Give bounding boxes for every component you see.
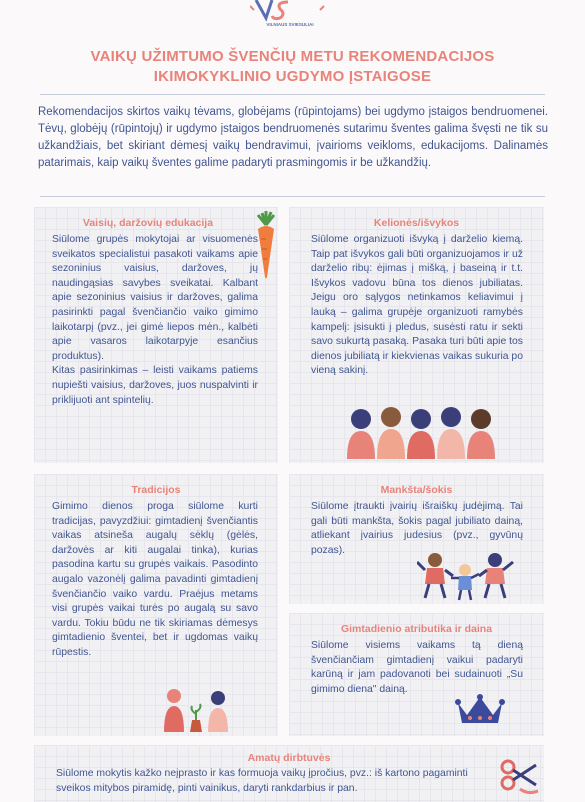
card-paragraph: Gimimo dienos proga siūlome kurti tradicijas, pavyzdžiui: gimtadienį švenčiantis vaikas atsineša augalų sėklų (gėlės, daržovės ar kiti augalai tinka), kurias pasodina kartu su grupės vaikais. Pasodinto augalo vazonėlį galima pavadinti gimtadienį švenčiančio vaiko vardu. Praėjus metams visi grupės vaikai turės po augalą su savo vardu. Tokiu būdu ne tik skiriamas dėmesys gimtadienio šventei, bet ir ugdomas vaikų rūpestis. [52, 501, 258, 658]
logo [250, 0, 330, 30]
divider-top [40, 94, 545, 95]
card-title: Amatų dirbtuvės [247, 752, 331, 764]
card-title: Tradicijos [131, 484, 181, 496]
crown-icon [455, 693, 505, 727]
card-title: Kelionės/išvykos [373, 217, 460, 229]
card-text [52, 500, 258, 661]
title-line-2: IKIMOKYKLINIO UGDYMO ĮSTAIGOSE [153, 68, 432, 85]
card-fruit-education [34, 207, 278, 463]
logo-text: VILNIAUS SVIESULIAI [266, 22, 314, 27]
card-paragraph: Siūlome įtraukti įvairių išraiškų judėjimą. Tai gali būti mankšta, šokis pagal jubiliato dainą, atliekant įvairius judesius (pvz., gyvūnų pozas). [311, 501, 523, 556]
card-traditions [34, 474, 278, 736]
card-exercise [289, 474, 544, 604]
card-paragraph: Siūlome mokytis kažko neįprasto ir kas formuoja vaikų įpročius, pvz.: iš kartono pagaminti sveikos mitybos piramidę, pinti vainikus, daryti rankdarbius ir pan. [56, 768, 468, 794]
carrot-icon [253, 211, 279, 281]
page-title [0, 47, 585, 87]
card-paragraph: Siūlome grupės mokytojai ar visuomenės sveikatos specialistui pasakoti vaikams apie sezoninius vaisius, daržoves, jų naudingąsias savybes sveikatai. Kalbant apie sezoninius vaisius ir daržoves, galima pasirinkti pagal švenčiančio vaiko gimimo laikotarpį (pvz., jei gimė liepos mėn., kalbėti apie vasaros laikotarpyje esančius produktus). [52, 234, 258, 362]
scissors-craft-icon [496, 755, 540, 799]
card-title: Vaisių, daržovių edukacija [82, 217, 214, 229]
card-crafts [34, 745, 544, 802]
card-text [56, 767, 496, 796]
card-text [311, 500, 523, 558]
divider-intro [40, 196, 545, 197]
children-group-icon [341, 403, 501, 459]
card-paragraph: Siūlome organizuoti išvyką į darželio kiemą. Taip pat išvykos gali būti organizuojamos ir už darželio ribų: ėjimas į mišką, į baseiną ir t.t. Išvykos vadovu būna tos dienos jubiliatas. Jeigu oro sąlygos netinkamos keliavimui į lauką – galima grupėje organizuoti ramybės kampelį: įsisukti į pledus, susėsti ratu ir sekti savo sukurtą pasaką. Pasaka turi būti apie tos dienos jubiliatą ir kiekvienas vaikas sukuria po vieną sakinį. [311, 234, 523, 377]
card-title: Mankšta/šokis [380, 484, 453, 496]
card-text [52, 233, 258, 408]
card-trips [289, 207, 544, 463]
card-birthday-attributes [289, 613, 544, 736]
card-text [311, 639, 523, 697]
card-text [311, 233, 523, 379]
planting-children-icon [156, 684, 236, 734]
card-paragraph: Siūlome visiems vaikams tą dieną švenčiančiam gimtadienį vaikui padaryti karūną ir jam padovanoti bei sudainuoti „Su gimimo diena" dainą. [311, 640, 523, 695]
dancing-children-icon [417, 552, 517, 602]
card-title: Gimtadienio atributika ir daina [340, 623, 493, 635]
card-paragraph: Kitas pasirinkimas – leisti vaikams patiems nupiešti vaisius, daržoves, juos nuspalvinti ir priklijuoti ant spintelių. [52, 365, 258, 406]
intro-paragraph: Rekomendacijos skirtos vaikų tėvams, globėjams (rūpintojams) bei ugdymo įstaigos bendruomenei. Tėvų, globėjų (rūpintojų) ir ugdymo įstaigos bendruomenės sutarimu šventes galima švęsti ne tik su užkandžiais, bet skiriant dėmesį vaikų bendravimui, įvairioms veikloms, edukacijoms. Dalinamės patarimais, kaip vaikų šventes galime padaryti prasmingomis ir be užkandžių. [38, 106, 548, 169]
title-line-1: VAIKŲ UŽIMTUMO ŠVENČIŲ METU REKOMENDACIJOS [90, 48, 495, 65]
